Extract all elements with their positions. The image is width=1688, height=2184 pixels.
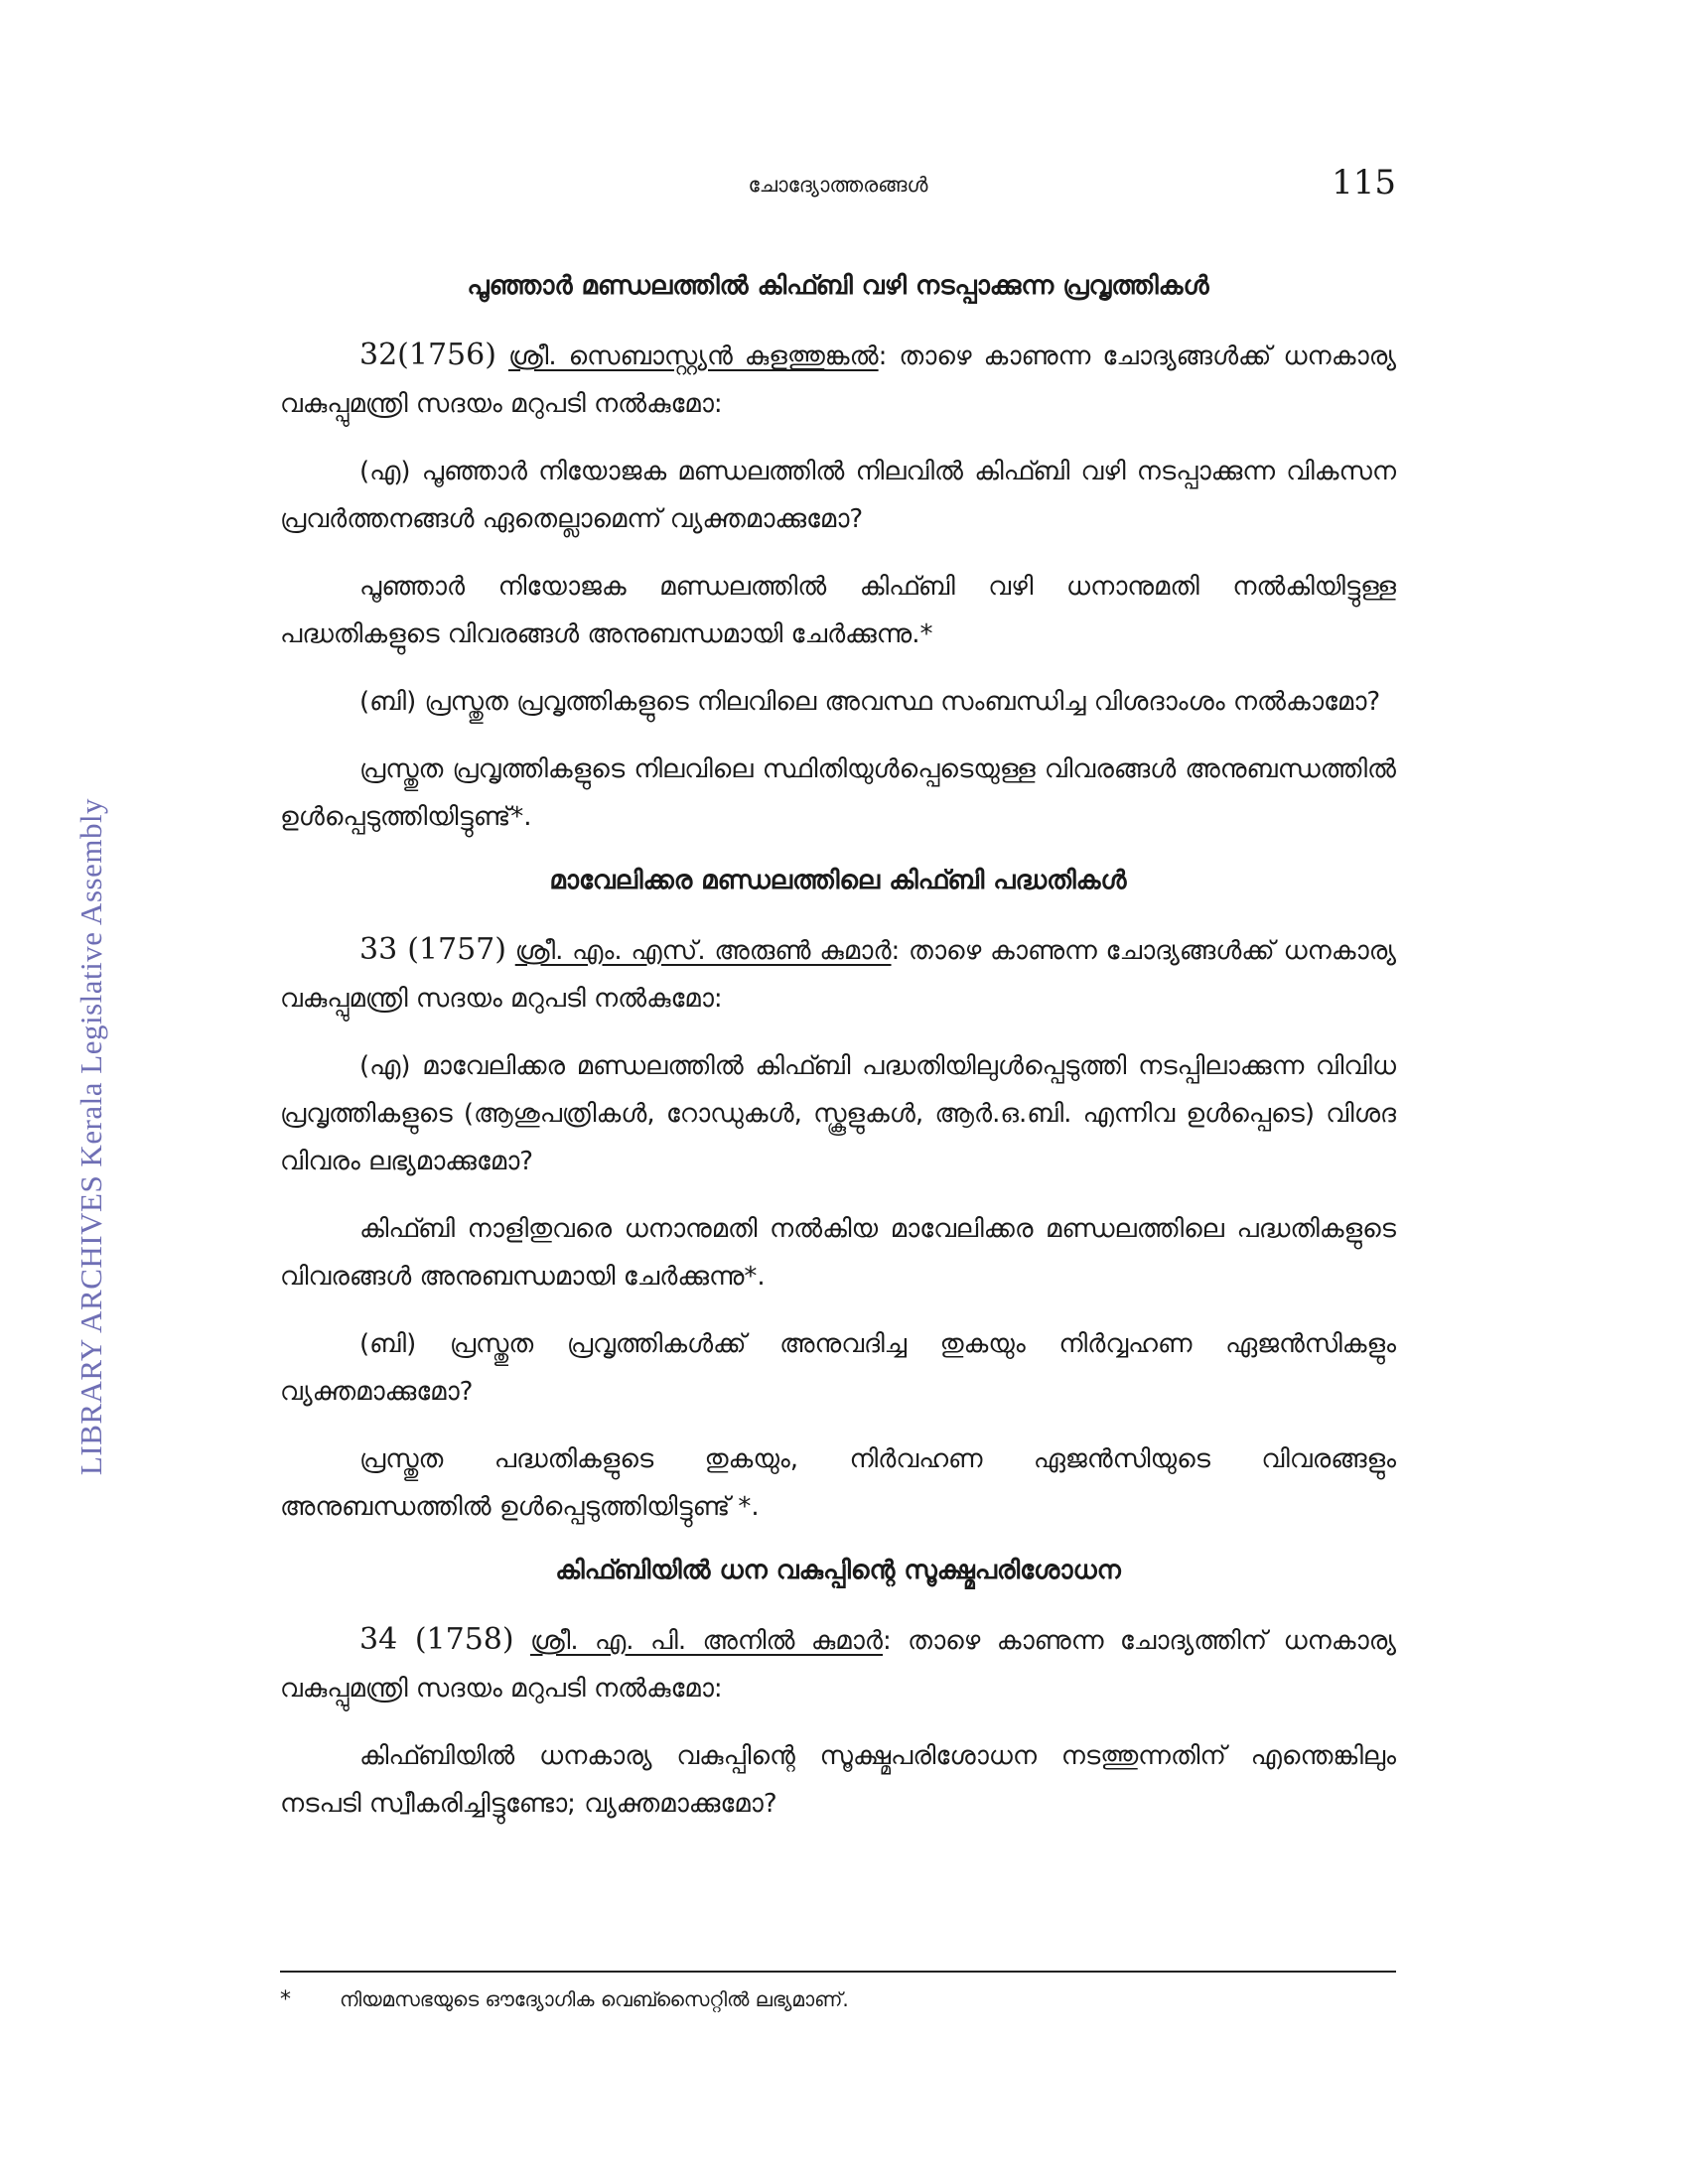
question-item: (എ) മാവേലിക്കര മണ്ഡലത്തിൽ കിഫ്ബി പദ്ധതിയിലുൾപ്പെടുത്തി നടപ്പിലാക്കുന്ന വിവിധ പ്രവൃത്തികളുടെ (ആശുപത്രികൾ, റോഡുകൾ, സ്കൂളുകൾ, ആർ.ഒ.ബി. എന്നിവ ഉൾപ്പെടെ) വിശദ വിവരം ലഭ്യമാക്കുമോ? [280,1051,1396,1176]
section-heading: കിഫ്ബിയിൽ ധന വകുപ്പിന്റെ സൂക്ഷ്മപരിശോധന [555,1556,1121,1585]
running-header [280,163,1396,206]
section-heading: മാവേലിക്കര മണ്ഡലത്തിലെ കിഫ്ബി പദ്ധതികൾ [549,866,1127,895]
question-number: 32(1756) [359,338,496,372]
question-intro-text: : താഴെ കാണുന്ന ചോദ്യത്തിന് ധനകാര്യ വകുപ്പുമന്ത്രി സദയം മറുപടി നൽകുമോ: [280,1626,1397,1704]
question-intro-text: : താഴെ കാണുന്ന ചോദ്യങ്ങൾക്ക് ധനകാര്യ വകുപ്പുമന്ത്രി സദയം മറുപടി നൽകുമോ: [280,936,1397,1014]
member-name: ശ്രീ. എ. പി. അനിൽ കുമാർ [529,1626,883,1656]
question-intro [280,1616,1396,1712]
main-content [280,266,1396,1847]
answer-item: പൂഞ്ഞാർ നിയോജക മണ്ഡലത്തിൽ കിഫ്ബി വഴി ധനാനുമതി നൽകിയിട്ടുള്ള പദ്ധതികളുടെ വിവരങ്ങൾ അനുബന്ധമായി ചേർക്കുന്നു.* [280,572,1396,649]
question-number: 34 (1758) [359,1622,514,1657]
question-section [280,1551,1396,1828]
running-title: ചോദ്യോത്തരങ്ങൾ [748,173,928,197]
page-number: 115 [1332,163,1396,203]
footnote-divider [280,1971,1396,1973]
question-section [280,266,1396,841]
member-name: ശ്രീ. സെബാസ്റ്റ്യൻ കുളത്തുങ്കൽ [507,341,879,371]
answer-item: പ്രസ്തുത പദ്ധതികളുടെ തുകയും, നിർവഹണ ഏജൻസിയുടെ വിവരങ്ങളും അനുബന്ധത്തിൽ ഉൾപ്പെടുത്തിയിട്ടുണ്ട് *. [280,1444,1396,1522]
question-item: (ബി) പ്രസ്തുത പ്രവൃത്തികൾക്ക് അനുവദിച്ച തുകയും നിർവ്വഹണ ഏജൻസികളും വ്യക്തമാക്കുമോ? [280,1329,1396,1407]
question-section [280,861,1396,1531]
question-intro-text: : താഴെ കാണുന്ന ചോദ്യങ്ങൾക്ക് ധനകാര്യ വകുപ്പുമന്ത്രി സദയം മറുപടി നൽകുമോ: [280,341,1397,419]
archive-watermark: LIBRARY ARCHIVES Kerala Legislative Assembly [73,797,108,1476]
footnote-text: നിയമസഭയുടെ ഔദ്യോഗിക വെബ്സൈറ്റിൽ ലഭ്യമാണ്. [340,1987,849,2011]
question-item: കിഫ്ബിയിൽ ധനകാര്യ വകുപ്പിന്റെ സൂക്ഷ്മപരിശോധന നടത്തുന്നതിന് എന്തെങ്കിലും നടപടി സ്വീകരിച്ചിട്ടുണ്ടോ; വ്യക്തമാക്കുമോ? [280,1741,1396,1819]
member-name: ശ്രീ. എം. എസ്. അരുൺ കുമാർ [514,936,892,966]
footnote [280,1987,1396,2012]
question-intro [280,332,1396,428]
answer-item: കിഫ്ബി നാളിതുവരെ ധനാനുമതി നൽകിയ മാവേലിക്കര മണ്ഡലത്തിലെ പദ്ധതികളുടെ വിവരങ്ങൾ അനുബന്ധമായി ചേർക്കുന്നു*. [280,1214,1396,1292]
section-heading: പൂഞ്ഞാർ മണ്ഡലത്തിൽ കിഫ്ബി വഴി നടപ്പാക്കുന്ന പ്രവൃത്തികൾ [467,271,1209,301]
question-number: 33 (1757) [359,932,506,967]
footnote-mark: * [280,1987,291,2012]
answer-item: പ്രസ്തുത പ്രവൃത്തികളുടെ നിലവിലെ സ്ഥിതിയുൾപ്പെടെയുള്ള വിവരങ്ങൾ അനുബന്ധത്തിൽ ഉൾപ്പെടുത്തിയിട്ടുണ്ട്*. [280,754,1396,832]
question-item: (എ) പൂഞ്ഞാർ നിയോജക മണ്ഡലത്തിൽ നിലവിൽ കിഫ്ബി വഴി നടപ്പാക്കുന്ന വികസന പ്രവർത്തനങ്ങൾ ഏതെല്ലാമെന്ന് വ്യക്തമാക്കുമോ? [280,457,1396,534]
question-intro [280,926,1396,1023]
question-item: (ബി) പ്രസ്തുത പ്രവൃത്തികളുടെ നിലവിലെ അവസ്ഥ സംബന്ധിച്ച വിശദാംശം നൽകാമോ? [359,687,1381,717]
